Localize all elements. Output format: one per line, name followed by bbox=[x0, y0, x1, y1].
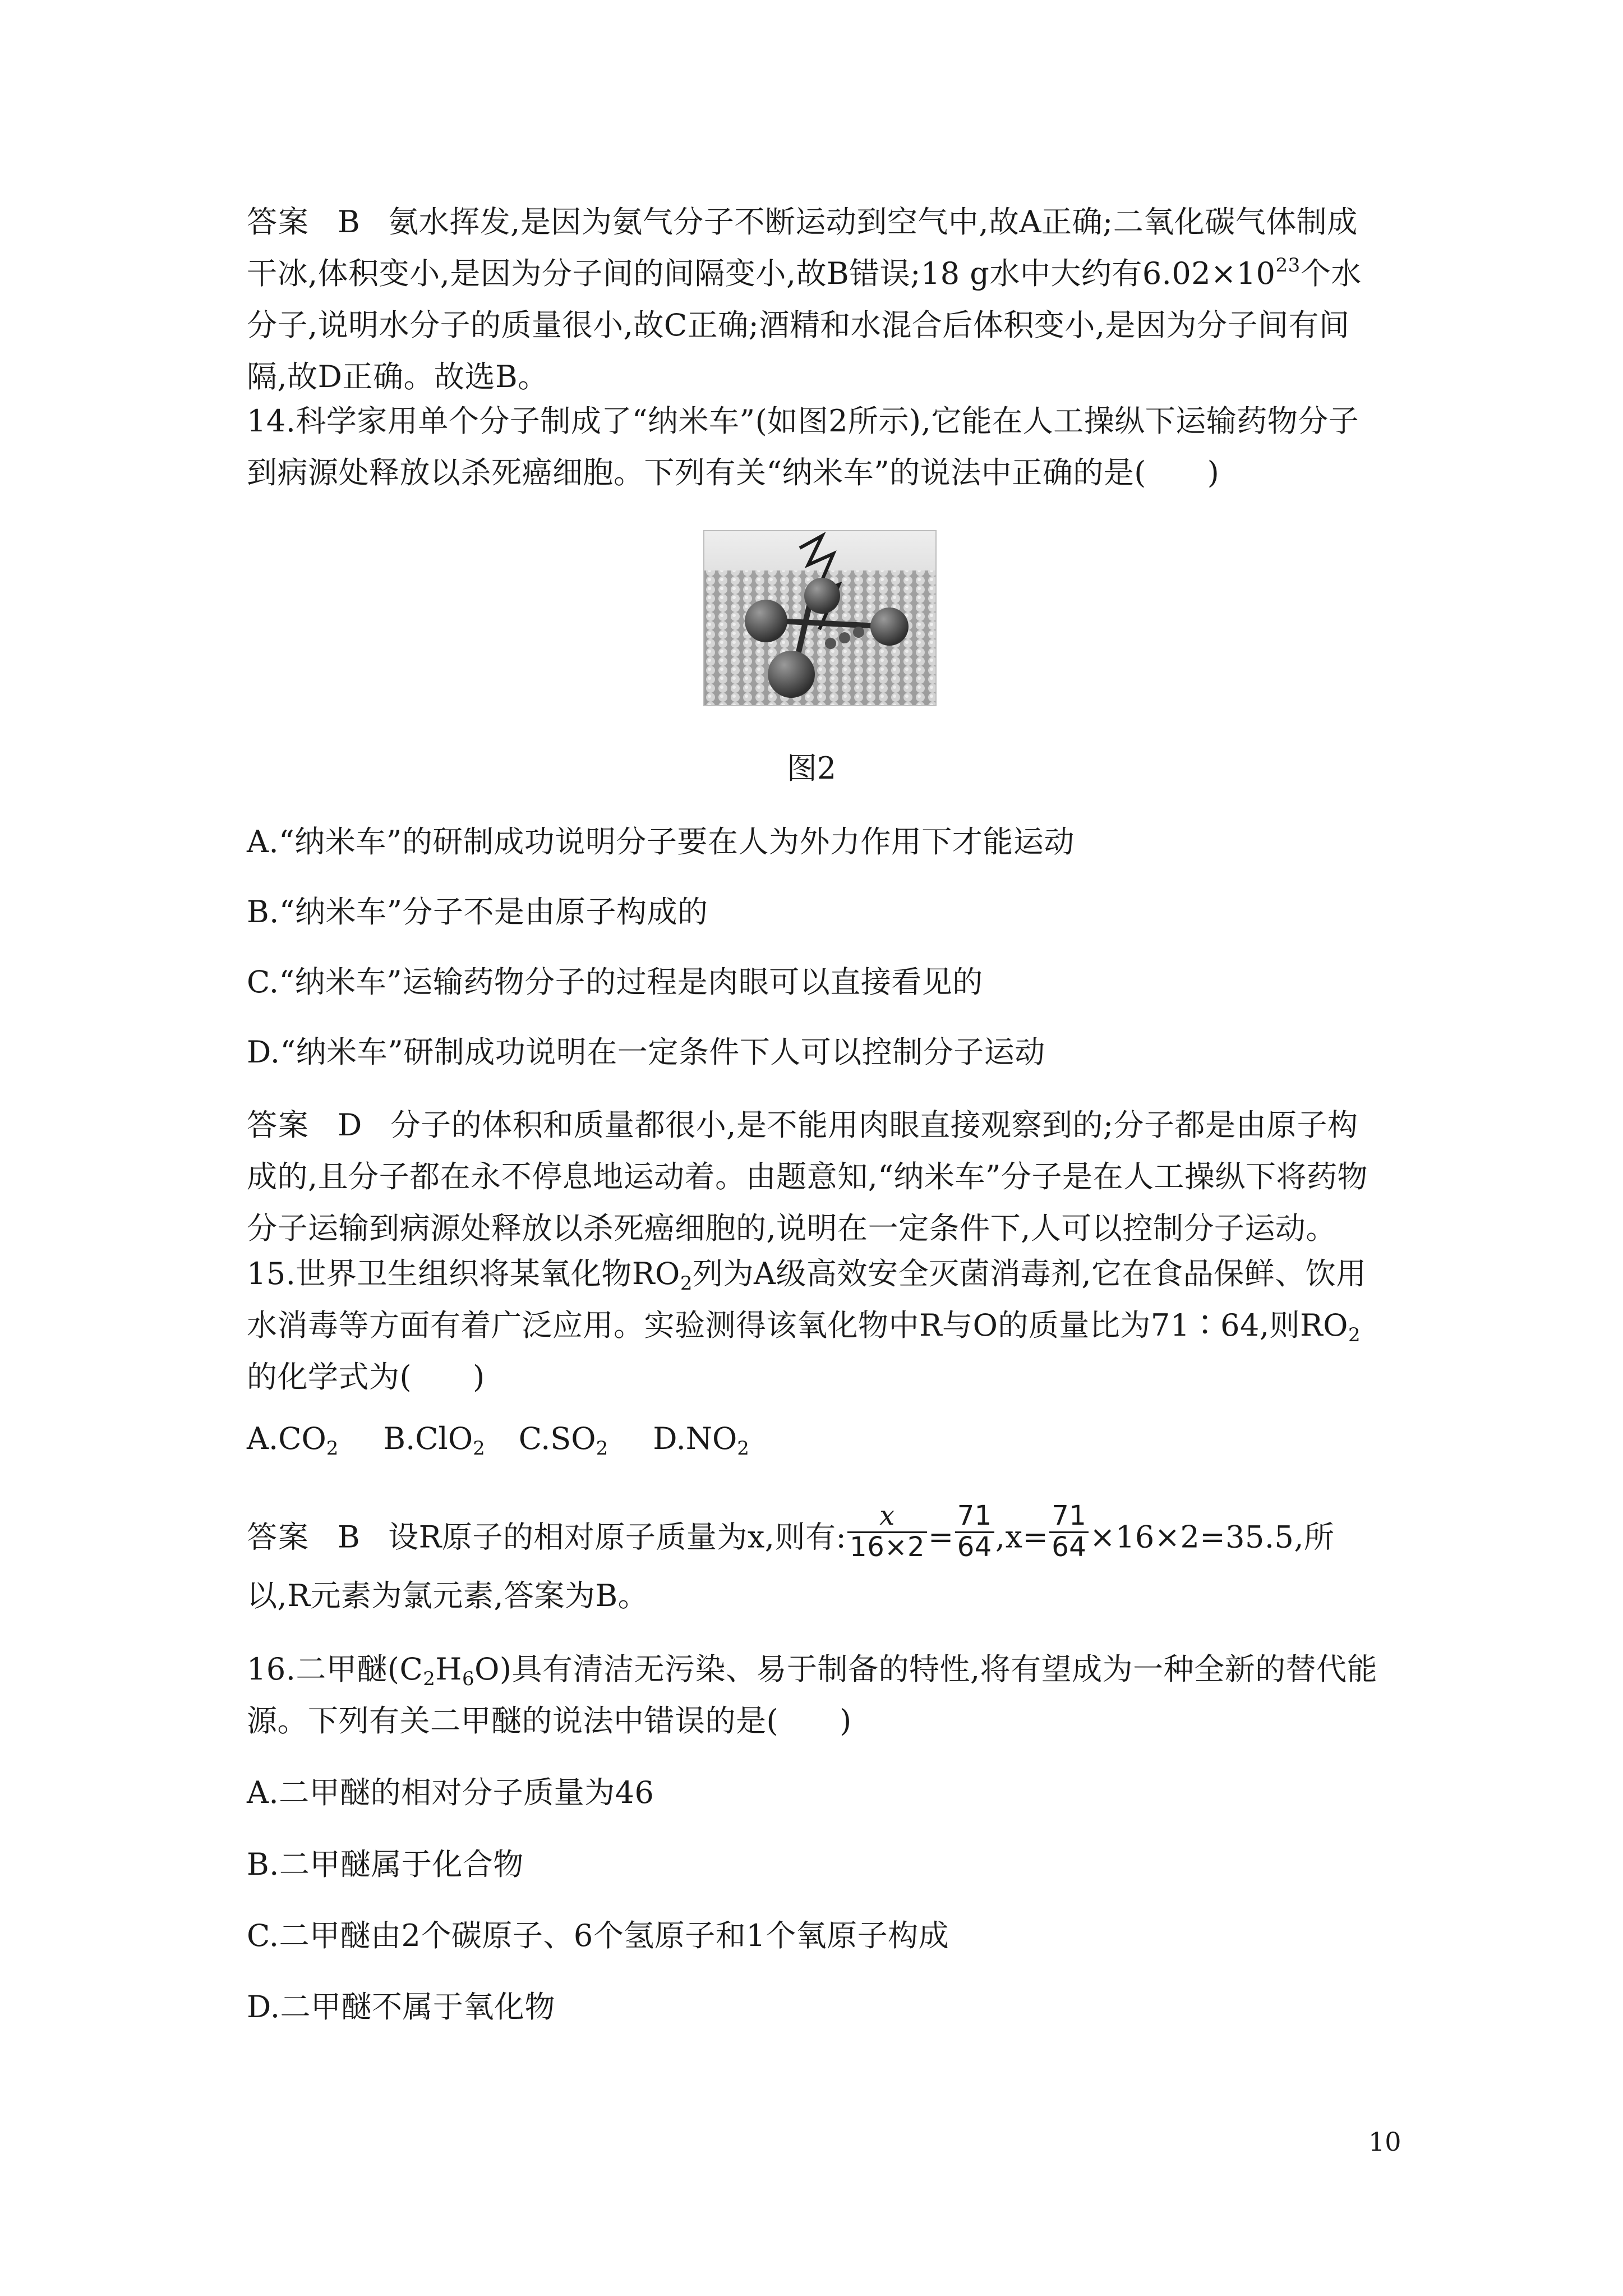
q15-option-b bbox=[383, 1419, 485, 1458]
fraction-71-over-64 bbox=[955, 1500, 994, 1561]
stem-text-cont: O)具有清洁无污染、易于制备的特性,将有望成为一种全新的替代能源。下列有关二甲醚的说法中错误的是( ) bbox=[247, 1651, 1378, 1738]
q16-option-a: A.二甲醚的相对分子质量为46 bbox=[247, 1775, 654, 1810]
answer-text: 氨水挥发,是因为氨气分子不断运动到空气中,故A正确;二氧化碳气体制成干冰,体积变小,是因为分子间的间隔变小,故B错误;18 g水中大约有6.02×10 bbox=[247, 204, 1358, 291]
fraction-71-over-64-b bbox=[1049, 1500, 1089, 1561]
answer-label: 答案 bbox=[247, 1519, 310, 1555]
subscript: 2 bbox=[473, 1437, 485, 1460]
subscript: 2 bbox=[680, 1272, 693, 1295]
equals-sign: = bbox=[928, 1519, 954, 1555]
answer-letter: D bbox=[338, 1107, 362, 1143]
fraction-denominator: 64 bbox=[1049, 1531, 1089, 1561]
answer-text-cont: ,x= bbox=[995, 1519, 1049, 1555]
stem-text: 16.二甲醚(C bbox=[247, 1651, 423, 1687]
subscript: 2 bbox=[737, 1437, 749, 1460]
q15-option-d bbox=[653, 1419, 749, 1458]
page-number: 10 bbox=[1368, 2127, 1401, 2157]
answer-text: 设R原子的相对原子质量为x,则有: bbox=[388, 1519, 847, 1555]
q16-option-b: B.二甲醚属于化合物 bbox=[247, 1847, 524, 1882]
nanocar-image bbox=[704, 531, 935, 705]
q14-option-c: C.“纳米车”运输药物分子的过程是肉眼可以直接看见的 bbox=[247, 964, 983, 1000]
stem-text: 15.世界卫生组织将某氧化物RO bbox=[247, 1256, 680, 1291]
answer-letter: B bbox=[338, 204, 361, 240]
fraction-numerator: 71 bbox=[957, 1500, 992, 1531]
fraction-denominator: 16×2 bbox=[847, 1531, 927, 1561]
stem-text-h: H bbox=[435, 1651, 462, 1687]
answer-text-end: ×16×2=35.5,所以,R元素为氯元素,答案为B。 bbox=[247, 1519, 1335, 1613]
answer-label: 答案 bbox=[247, 204, 310, 240]
option-text: A.CO bbox=[247, 1421, 326, 1456]
figure-caption: 图2 bbox=[786, 751, 837, 786]
answer-letter: B bbox=[338, 1519, 361, 1555]
question-14-stem: 14.科学家用单个分子制成了“纳米车”(如图2所示),它能在人工操纵下运输药物分子到病源处释放以杀死癌细胞。下列有关“纳米车”的说法中正确的是( ) bbox=[247, 403, 1359, 490]
fraction-numerator: 71 bbox=[1052, 1500, 1087, 1531]
subscript: 6 bbox=[462, 1668, 475, 1690]
q14-option-a: A.“纳米车”的研制成功说明分子要在人为外力作用下才能运动 bbox=[247, 824, 1075, 859]
q16-option-d: D.二甲醚不属于氧化物 bbox=[247, 1989, 556, 2024]
option-text: B.ClO bbox=[383, 1421, 473, 1456]
q15-option-c bbox=[519, 1419, 608, 1458]
answer-15 bbox=[247, 1500, 1380, 1622]
answer-13 bbox=[247, 196, 1380, 403]
subscript: 2 bbox=[1348, 1324, 1361, 1346]
q15-options bbox=[247, 1419, 749, 1458]
question-15-stem bbox=[247, 1248, 1380, 1403]
q14-option-b: B.“纳米车”分子不是由原子构成的 bbox=[247, 894, 708, 930]
answer-14 bbox=[247, 1099, 1380, 1254]
q16-option-c: C.二甲醚由2个碳原子、6个氢原子和1个氧原子构成 bbox=[247, 1918, 949, 1953]
answer-text: 分子的体积和质量都很小,是不能用肉眼直接观察到的;分子都是由原子构成的,且分子都在永不停息地运动着。由题意知,“纳米车”分子是在人工操纵下将药物分子运输到病源处释放以杀死癌细胞的,说明在一定条件下,人可以控制分子运动。 bbox=[247, 1107, 1368, 1246]
fraction-x-over-32 bbox=[847, 1500, 927, 1561]
fraction-denominator: 64 bbox=[955, 1531, 994, 1561]
subscript: 2 bbox=[326, 1437, 339, 1460]
nanocar-figure bbox=[703, 530, 937, 706]
stem-text-end: 的化学式为( ) bbox=[247, 1359, 485, 1395]
answer-label: 答案 bbox=[247, 1107, 310, 1143]
subscript: 2 bbox=[596, 1437, 608, 1460]
q15-option-a bbox=[247, 1419, 338, 1458]
fraction-numerator: x bbox=[879, 1500, 895, 1531]
answer-text-cont: 个水分子,说明水分子的质量很小,故C正确;酒精和水混合后体积变小,是因为分子间有间隔,故D正确。故选B。 bbox=[247, 256, 1362, 394]
stem-text-cont: 列为A级高效安全灭菌消毒剂,它在食品保鲜、饮用水消毒等方面有着广泛应用。实验测得该氧化物中R与O的质量比为71∶64,则RO bbox=[247, 1256, 1367, 1343]
option-text: C.SO bbox=[518, 1421, 596, 1456]
question-16-stem bbox=[247, 1644, 1380, 1747]
exponent: 23 bbox=[1275, 254, 1301, 277]
q14-option-d: D.“纳米车”研制成功说明在一定条件下人可以控制分子运动 bbox=[247, 1034, 1045, 1070]
subscript: 2 bbox=[423, 1668, 436, 1690]
option-text: D.NO bbox=[653, 1421, 737, 1456]
